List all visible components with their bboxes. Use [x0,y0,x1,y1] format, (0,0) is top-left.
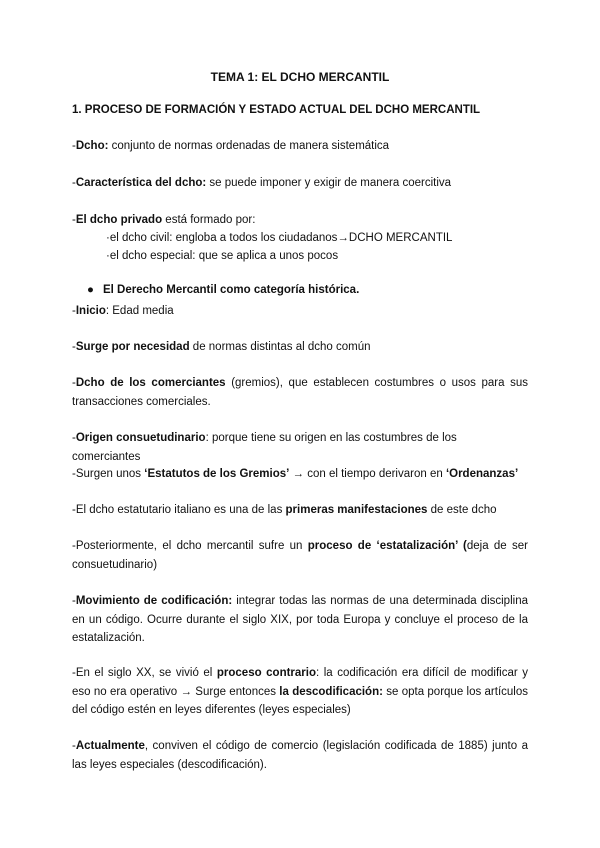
text: - [72,595,76,607]
bold-term: Inicio [75,305,106,317]
bold-term: primeras manifestaciones [285,504,428,516]
paragraph-estatutos [72,465,528,484]
text: - [72,305,76,317]
bold-term: Dcho de los comerciantes [75,377,226,389]
bold-term: El dcho privado [75,214,163,226]
bold-term: la descodificación: [279,685,383,698]
text: → con el tiempo derivaron en [289,468,446,480]
text: - [72,432,76,444]
section-heading: 1. PROCESO DE FORMACIÓN Y ESTADO ACTUAL DEL DCHO MERCANTIL [72,104,481,116]
paragraph-descodificacion [72,664,528,720]
paragraph-dcho [72,137,528,156]
text: - [72,377,76,389]
bold-term: Dcho: [75,140,109,152]
paragraph-estatalizacion [72,537,528,574]
bold-term: proceso de ‘estatalización’ ( [307,540,467,552]
text: se opta porque los artículos del código estén en leyes diferentes (leyes especiales) [72,685,528,716]
text: - [72,177,76,189]
paragraph-caracteristica [72,174,528,193]
text: : porque tiene su origen en las costumbres de los comerciantes [72,432,457,463]
text: -Posteriormente, el dcho mercantil sufre un [72,540,308,552]
text: integrar todas las normas de una determinada disciplina en un código. Ocurre durante el siglo XIX, por toda Europa y concluye el proceso de la estatalización. [72,595,528,644]
paragraph-dcho-privado [72,211,528,230]
list-item: ·el dcho civil: engloba a todos los ciudadanos→DCHO MERCANTIL [106,232,453,244]
list-item: ·el dcho especial: que se aplica a unos pocos [106,250,339,262]
text: de este dcho [427,504,497,516]
paragraph-origen [72,429,528,466]
paragraph-actualmente [72,737,528,774]
text: -Surgen unos [72,468,145,480]
paragraph-surge [72,338,528,357]
text: : la codificación era difícil de modificar y eso no era operativo → Surge entonces [72,667,528,698]
bold-term: ‘Estatutos de los Gremios’ [144,468,290,480]
text: - [72,740,76,752]
bullet-icon: ● [87,284,94,296]
text: , conviven el código de comercio (legislación codificada de 1885) junto a las leyes especiales (descodificación). [72,740,528,771]
bold-term: ‘Ordenanzas’ [445,468,519,480]
text: conjunto de normas ordenadas de manera sistemática [108,140,390,152]
text: deja de ser consuetudinario) [72,540,528,571]
bold-term: Origen consuetudinario [75,432,206,444]
text: -En el siglo XX, se vivió el [72,667,217,679]
text: : Edad media [105,305,174,317]
text: de normas distintas al dcho común [189,341,371,353]
paragraph-italiano [72,501,528,520]
paragraph-comerciantes [72,374,528,411]
page-title: TEMA 1: EL DCHO MERCANTIL [210,70,390,84]
bold-term: Actualmente [75,740,145,752]
bold-term: Surge por necesidad [75,341,190,353]
text: -El dcho estatutario italiano es una de las [72,504,286,516]
paragraph-codificacion [72,592,528,648]
text: (gremios), que establecen costumbres o usos para sus transacciones comerciales. [72,377,528,408]
bullet-heading [87,284,359,296]
bold-term: proceso contrario [216,667,316,679]
text: - [72,341,76,353]
text: - [72,214,76,226]
bold-term: Movimiento de codificación: [75,595,233,607]
paragraph-inicio [72,302,528,321]
text: está formado por: [162,214,256,226]
bold-term: Característica del dcho: [75,177,207,189]
bullet-text: El Derecho Mercantil como categoría histórica. [103,284,360,296]
text: - [72,140,76,152]
text: se puede imponer y exigir de manera coercitiva [206,177,452,189]
